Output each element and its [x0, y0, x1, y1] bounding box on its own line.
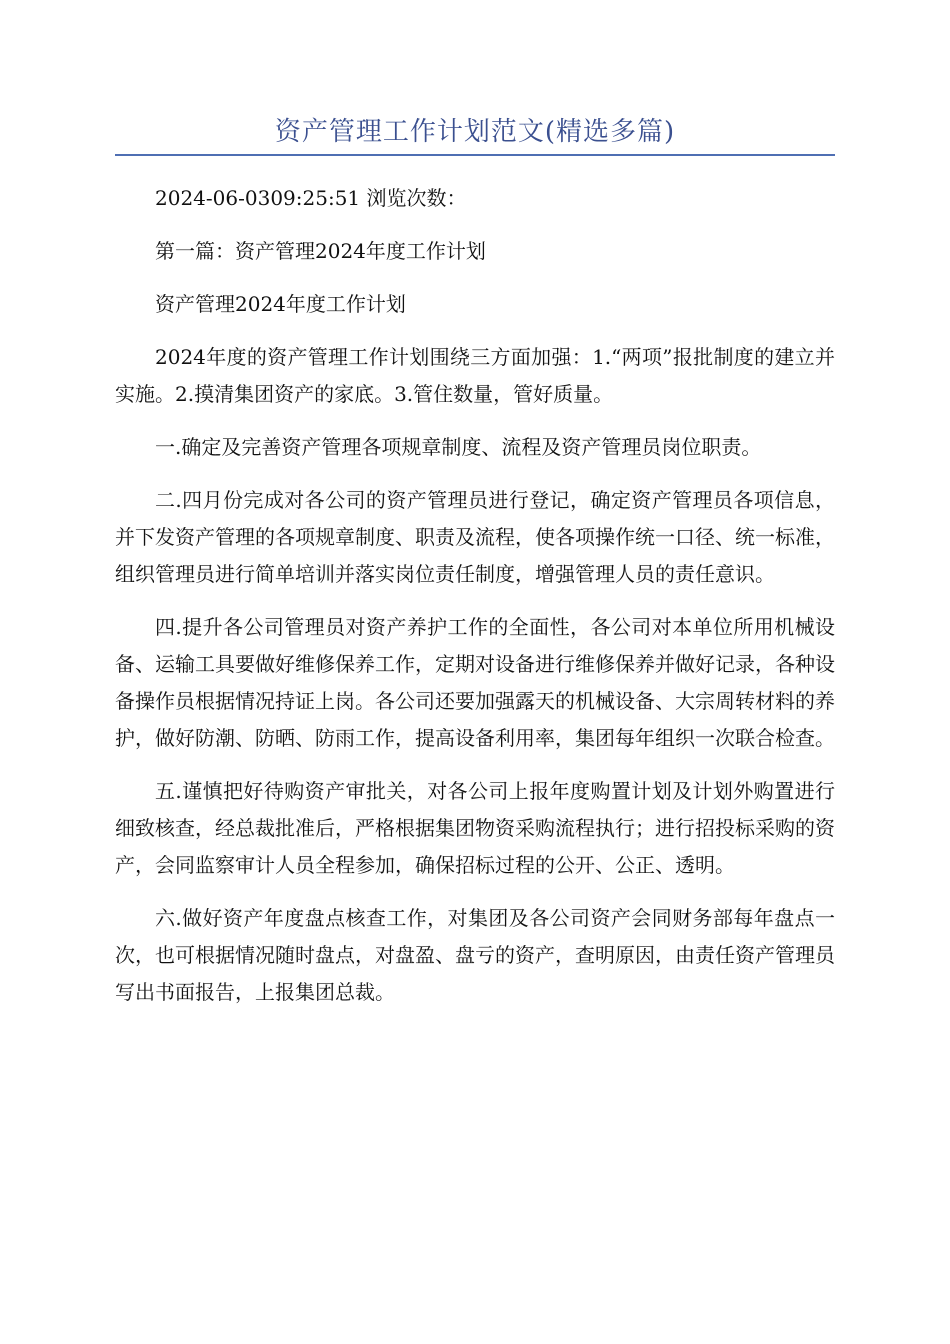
body-paragraph: 五.谨慎把好待购资产审批关，对各公司上报年度购置计划及计划外购置进行细致核查，经总裁批准后，严格根据集团物资采购流程执行；进行招投标采购的资产，会同监察审计人员全程参加，确保招标过程的公开、公正、透明。 — [115, 779, 835, 877]
document-page — [115, 0, 835, 1027]
body-paragraph: 六.做好资产年度盘点核查工作，对集团及各公司资产会同财务部每年盘点一次，也可根据情况随时盘点，对盘盈、盘亏的资产，查明原因，由责任资产管理员写出书面报告，上报集团总裁。 — [115, 906, 835, 1004]
body-paragraph: 二.四月份完成对各公司的资产管理员进行登记，确定资产管理员各项信息，并下发资产管理的各项规章制度、职责及流程，使各项操作统一口径、统一标准，组织管理员进行简单培训并落实岗位责任制度，增强管理人员的责任意识。 — [115, 488, 835, 586]
section-heading: 第一篇：资产管理2024年度工作计划 — [155, 239, 486, 263]
publish-meta: 2024-06-0309:25:51 浏览次数： — [155, 186, 467, 210]
title-underline — [115, 154, 835, 156]
body-paragraph: 一.确定及完善资产管理各项规章制度、流程及资产管理员岗位职责。 — [155, 435, 762, 459]
document-body — [115, 180, 835, 1011]
document-title: 资产管理工作计划范文(精选多篇) — [274, 117, 676, 147]
body-paragraph: 2024年度的资产管理工作计划围绕三方面加强：1.“两项”报批制度的建立并实施。2.摸清集团资产的家底。3.管住数量，管好质量。 — [115, 345, 835, 406]
subheading: 资产管理2024年度工作计划 — [155, 292, 406, 316]
body-paragraph: 四.提升各公司管理员对资产养护工作的全面性，各公司对本单位所用机械设备、运输工具要做好维修保养工作，定期对设备进行维修保养并做好记录，各种设备操作员根据情况持证上岗。各公司还要加强露天的机械设备、大宗周转材料的养护，做好防潮、防晒、防雨工作，提高设备利用率，集团每年组织一次联合检查。 — [115, 615, 835, 750]
